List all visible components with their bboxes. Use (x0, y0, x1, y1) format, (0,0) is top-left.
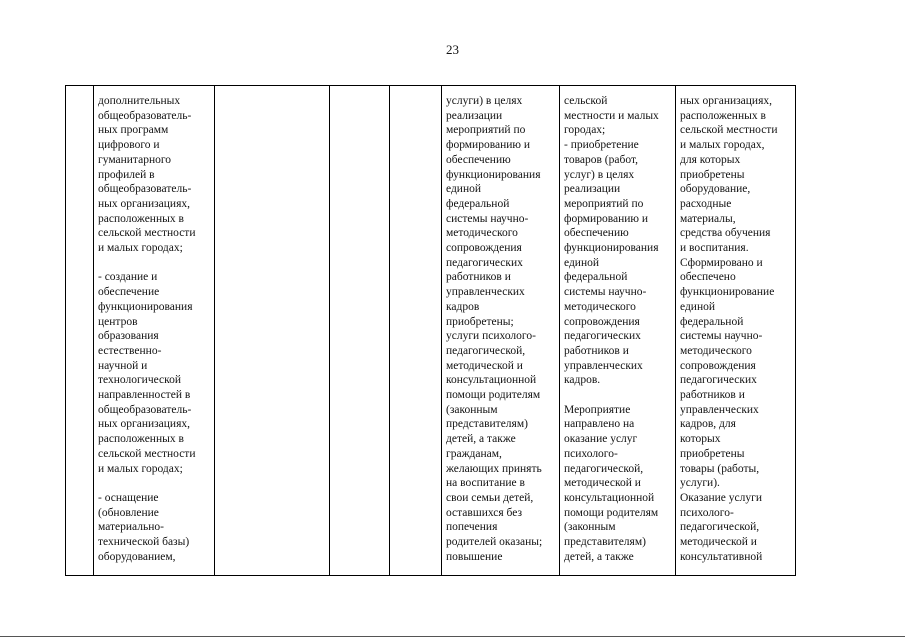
table-cell-col-3 (215, 86, 330, 576)
cell-text-line: (законным (446, 403, 498, 416)
cell-text-line: представителям) (446, 418, 528, 431)
cell-text-line: сопровождения (564, 315, 640, 328)
cell-text-line: оборудованием, (98, 550, 176, 563)
cell-text-line: Мероприятие (564, 403, 631, 416)
cell-text-line: сельской местности (98, 447, 196, 460)
cell-text-line: приобретены (680, 447, 745, 460)
cell-text-line (564, 388, 672, 403)
cell-text-line: психолого- (680, 506, 734, 519)
cell-text-line: системы научно- (446, 212, 529, 225)
cell-text-line: методического (680, 344, 752, 357)
cell-text-line: - оснащение (98, 491, 159, 504)
cell-text-line: педагогической, (446, 344, 526, 357)
cell-text-line: кадров (446, 300, 480, 313)
cell-text-line: мероприятий по (564, 197, 644, 210)
cell-text-line: Сформировано и (680, 256, 763, 269)
cell-text-line: образования (98, 330, 159, 343)
cell-text-line: направлено на (564, 418, 635, 431)
cell-text-line: обеспечено (680, 271, 736, 284)
cell-text-line: дополнительных (98, 95, 181, 107)
cell-text-line: направленностей в (98, 389, 191, 402)
cell-text-line: консультационной (564, 491, 655, 504)
cell-text-line: федеральной (680, 315, 744, 328)
table-row (66, 86, 796, 576)
cell-text-line: функционирования (446, 168, 541, 181)
cell-text-line: - создание и (98, 271, 158, 284)
cell-text-line: расположенных в (98, 433, 184, 446)
table-cell-col-8 (676, 86, 796, 576)
cell-text-line: работников и (564, 344, 629, 357)
table-cell-col-7 (560, 86, 676, 576)
cell-text-line: научной и (98, 359, 148, 372)
cell-text-line: (обновление (98, 506, 159, 519)
cell-text-line: психолого- (564, 447, 618, 460)
cell-text-line: услуг) в целях (564, 168, 635, 181)
cell-text-line: управленческих (564, 359, 643, 372)
cell-text-line: педагогических (446, 256, 523, 269)
cell-text-line: формированию и (564, 212, 649, 225)
cell-text-line: формированию и (446, 139, 531, 152)
cell-text-line: местности и малых (564, 109, 659, 122)
cell-text-line: представителям) (564, 536, 646, 549)
cell-text-line: товары (работы, (680, 462, 760, 475)
cell-text-line: функционирования (98, 300, 193, 313)
cell-text-line: (законным (564, 521, 616, 534)
cell-text-line: реализации (564, 183, 621, 196)
cell-text-line: методического (446, 227, 518, 240)
cell-text-line: общеобразователь- (98, 109, 192, 122)
cell-text-line: мероприятий по (446, 124, 526, 137)
cell-text-line: Оказание услуги (680, 491, 762, 504)
cell-text-line: методической и (446, 359, 523, 372)
cell-text-line: сельской местности (98, 227, 196, 240)
cell-text-line: услуги психолого- (446, 330, 536, 343)
cell-text-line: обеспечению (446, 153, 511, 166)
cell-text-line: работников и (680, 389, 745, 402)
cell-text-line: детей, а также (564, 550, 634, 563)
cell-text-line: консультативной (680, 550, 763, 563)
cell-text-line: единой (680, 300, 716, 313)
cell-text-line: кадров, для (680, 418, 736, 431)
scan-bottom-edge (0, 636, 905, 637)
cell-text-line: которых (680, 433, 721, 446)
cell-text-line: реализации (446, 109, 503, 122)
cell-text-line: управленческих (680, 403, 759, 416)
cell-text-line: методической и (680, 536, 757, 549)
cell-text-line: обеспечение (98, 286, 160, 299)
cell-text-line: педагогических (680, 374, 757, 387)
cell-text-line: расположенных в (680, 109, 766, 122)
cell-text-line: сельской (564, 95, 608, 107)
cell-text-line: центров (98, 315, 138, 328)
cell-text-line: федеральной (446, 197, 510, 210)
cell-text-line: помощи родителям (564, 506, 659, 519)
cell-text-line: приобретены (680, 168, 745, 181)
cell-text-line: ных организациях, (98, 418, 191, 431)
cell-text-line: функционирование (680, 286, 775, 299)
cell-text-line: попечения (446, 521, 498, 534)
cell-text-line: сельской местности (680, 124, 778, 137)
cell-text-line: единой (564, 256, 600, 269)
cell-text-line: управленческих (446, 286, 525, 299)
cell-text-line: на воспитание в (446, 477, 525, 490)
cell-text-line: детей, а также (446, 433, 516, 446)
cell-text-line: педагогической, (564, 462, 644, 475)
cell-text-line: повышение (446, 550, 503, 563)
cell-text-line: ных организациях, (680, 95, 773, 107)
cell-text-line: материально- (98, 521, 164, 534)
cell-text-line: и малых городах; (98, 242, 183, 255)
document-table (65, 85, 796, 576)
cell-text-line: единой (446, 183, 482, 196)
cell-text-line: оставшихся без (446, 506, 523, 519)
cell-text-line: сопровождения (680, 359, 756, 372)
cell-text-line: услуги) в целях (446, 95, 523, 107)
cell-text-line: оборудование, (680, 183, 751, 196)
cell-text-line: и воспитания. (680, 242, 749, 255)
cell-text-line: общеобразователь- (98, 183, 192, 196)
cell-text-line: технической базы) (98, 536, 190, 549)
cell-text-line: обеспечению (564, 227, 629, 240)
cell-text-line: системы научно- (680, 330, 763, 343)
table-cell-col-1 (66, 86, 94, 576)
cell-text-line: оказание услуг (564, 433, 638, 446)
cell-text-line: сопровождения (446, 242, 522, 255)
cell-text-line: кадров. (564, 374, 601, 387)
cell-text-line: технологической (98, 374, 182, 387)
cell-text-line (98, 256, 211, 271)
cell-text-line: системы научно- (564, 286, 647, 299)
cell-text-line: для которых (680, 153, 741, 166)
cell-text-line: федеральной (564, 271, 628, 284)
cell-text-line: приобретены; (446, 315, 514, 328)
cell-text-line: педагогической, (680, 521, 760, 534)
cell-text-line: гуманитарного (98, 153, 172, 166)
cell-text-line: товаров (работ, (564, 153, 638, 166)
cell-text-line: гражданам, (446, 447, 502, 460)
cell-text-line: консультационной (446, 374, 537, 387)
cell-text-line: родителей оказаны; (446, 536, 543, 549)
cell-text-line: услуги). (680, 477, 720, 490)
table-cell-col-5 (390, 86, 442, 576)
cell-text-line: естественно- (98, 344, 162, 357)
cell-text-line: и малых городах, (680, 139, 765, 152)
cell-text-line: материалы, (680, 212, 736, 225)
table-cell-col-4 (330, 86, 390, 576)
cell-text-line: функционирования (564, 242, 659, 255)
page-number: 23 (446, 42, 459, 57)
cell-text-line: расходные (680, 197, 732, 210)
cell-text-line: педагогических (564, 330, 641, 343)
cell-text-line: и малых городах; (98, 462, 183, 475)
cell-text-line: - приобретение (564, 139, 639, 152)
table-cell-col-2 (94, 86, 215, 576)
cell-text-line: расположенных в (98, 212, 184, 225)
cell-text-line: ных организациях, (98, 197, 191, 210)
cell-text-line: средства обучения (680, 227, 771, 240)
cell-text-line: городах; (564, 124, 606, 137)
cell-text-line: свои семьи детей, (446, 491, 534, 504)
cell-text-line: помощи родителям (446, 389, 541, 402)
cell-text-line: ных программ (98, 124, 169, 137)
cell-text-line: профилей в (98, 168, 155, 181)
cell-text-line: желающих принять (446, 462, 542, 475)
cell-text-line: цифрового и (98, 139, 160, 152)
cell-text-line (98, 476, 211, 491)
cell-text-line: работников и (446, 271, 511, 284)
cell-text-line: общеобразователь- (98, 403, 192, 416)
cell-text-line: методической и (564, 477, 641, 490)
cell-text-line: методического (564, 300, 636, 313)
table-cell-col-6 (442, 86, 560, 576)
